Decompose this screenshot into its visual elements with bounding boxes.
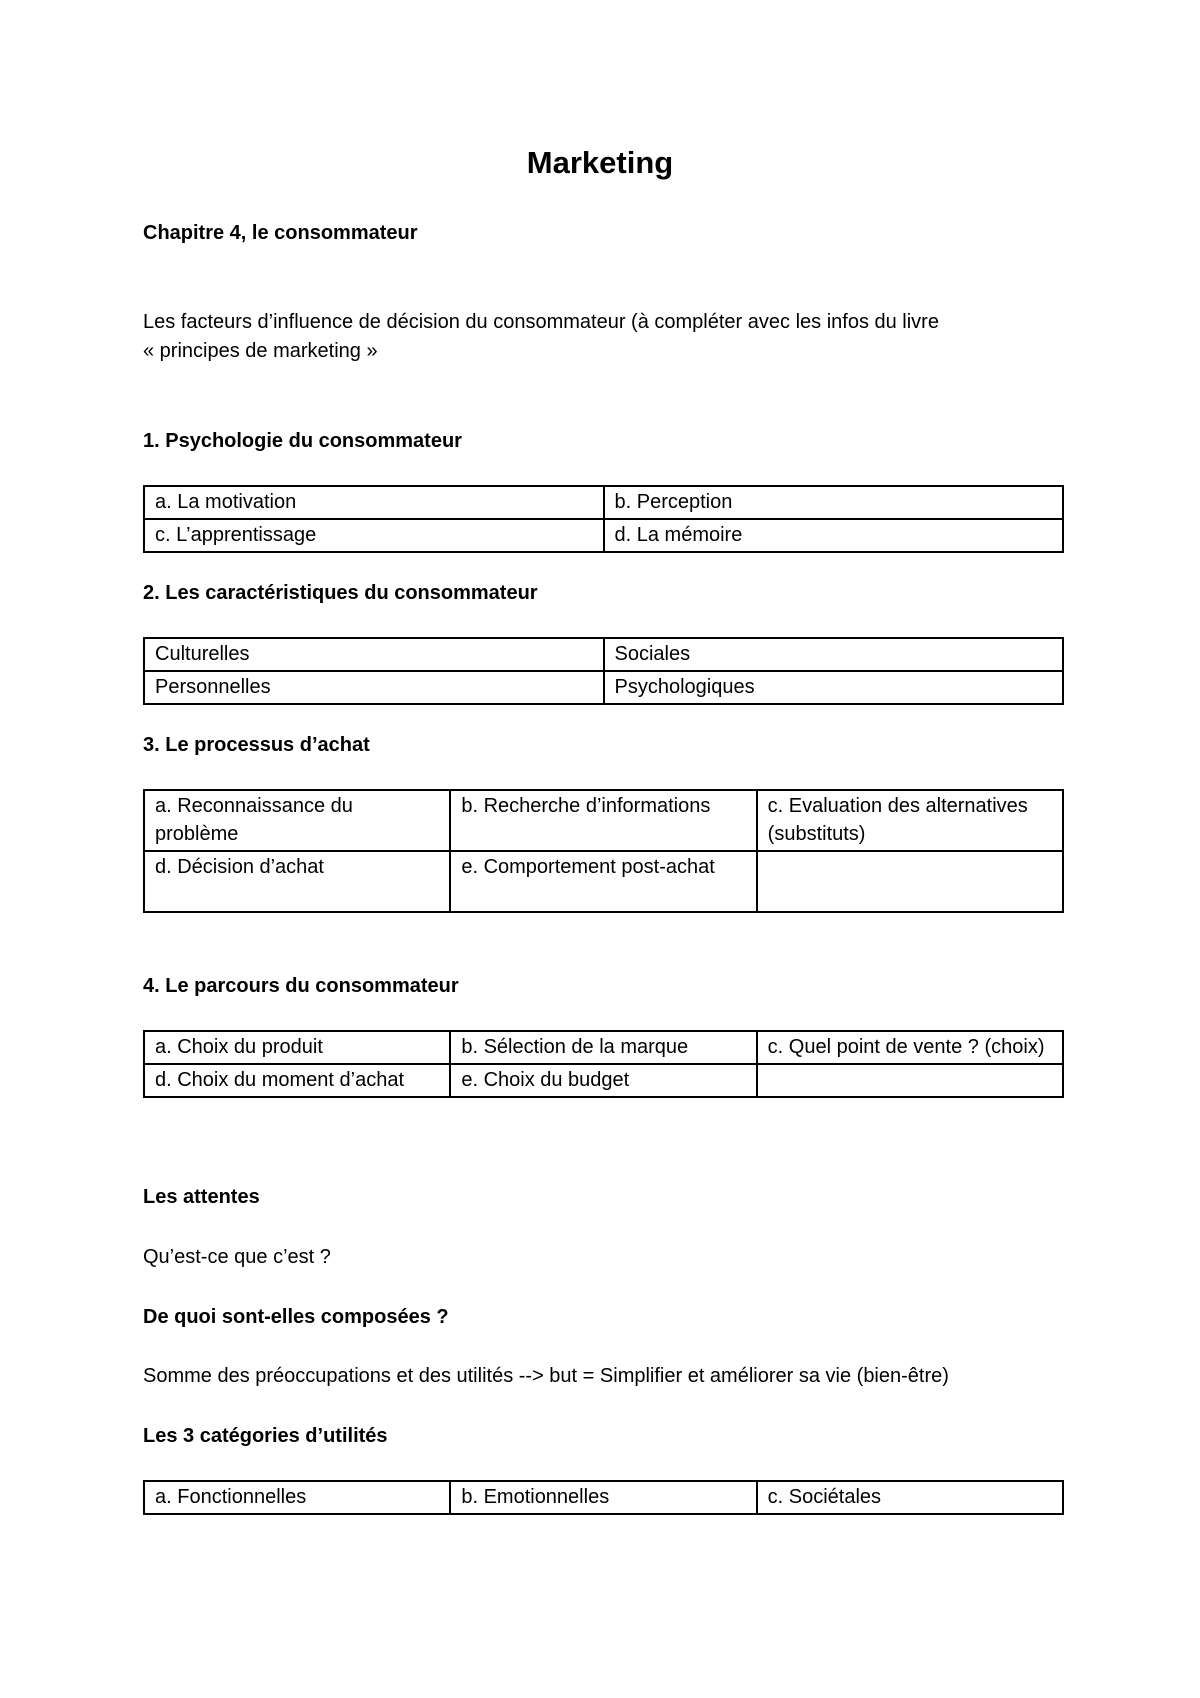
table-cell: b. Emotionnelles (450, 1481, 756, 1514)
table-row (144, 1031, 1063, 1064)
table-cell: e. Choix du budget (450, 1064, 756, 1097)
intro-paragraph (143, 308, 1063, 366)
table-cell: d. Choix du moment d’achat (144, 1064, 450, 1097)
table-cell: Sociales (604, 638, 1064, 671)
table-cell: c. Sociétales (757, 1481, 1063, 1514)
parcours-table (143, 1030, 1064, 1098)
table-cell (757, 851, 1063, 912)
table-cell (757, 1064, 1063, 1097)
page-title: Marketing (526, 145, 674, 180)
table-row (144, 638, 1063, 671)
table-cell: a. Reconnaissance du problème (144, 790, 450, 851)
table-row (144, 790, 1063, 851)
table-cell: c. L’apprentissage (144, 519, 604, 552)
table-cell: Personnelles (144, 671, 604, 704)
table-cell: b. Recherche d’informations (450, 790, 756, 851)
chapter-heading: Chapitre 4, le consommateur (143, 222, 418, 244)
table-cell: e. Comportement post-achat (450, 851, 756, 912)
table-cell: d. La mémoire (604, 519, 1064, 552)
table-cell: Culturelles (144, 638, 604, 671)
table-row (144, 851, 1063, 912)
psychologie-table (143, 485, 1064, 553)
attentes-heading: Les attentes (143, 1186, 260, 1208)
table-row (144, 671, 1063, 704)
table-cell: a. La motivation (144, 486, 604, 519)
caracteristiques-table (143, 637, 1064, 705)
table-cell: b. Sélection de la marque (450, 1031, 756, 1064)
section1-heading: 1. Psychologie du consommateur (143, 430, 462, 452)
attentes-question-2: De quoi sont-elles composées ? (143, 1306, 449, 1328)
table-row (144, 1064, 1063, 1097)
table-row (144, 519, 1063, 552)
table-cell: b. Perception (604, 486, 1064, 519)
attentes-answer: Somme des préoccupations et des utilités --> but = Simplifier et améliorer sa vie (bien-être) (143, 1365, 949, 1387)
utilites-table (143, 1480, 1064, 1515)
processus-table (143, 789, 1064, 913)
table-cell: c. Evaluation des alternatives (substituts) (757, 790, 1063, 851)
utilites-heading: Les 3 catégories d’utilités (143, 1425, 388, 1447)
table-cell: Psychologiques (604, 671, 1064, 704)
table-cell: a. Fonctionnelles (144, 1481, 450, 1514)
section3-heading: 3. Le processus d’achat (143, 734, 370, 756)
table-cell: a. Choix du produit (144, 1031, 450, 1064)
section4-heading: 4. Le parcours du consommateur (143, 975, 459, 997)
intro-line-1: Les facteurs d’influence de décision du consommateur (à compléter avec les infos du livre (143, 311, 939, 333)
table-row (144, 1481, 1063, 1514)
intro-line-2: « principes de marketing » (143, 340, 378, 362)
table-cell: d. Décision d’achat (144, 851, 450, 912)
attentes-question-1: Qu’est-ce que c’est ? (143, 1246, 331, 1268)
section2-heading: 2. Les caractéristiques du consommateur (143, 582, 538, 604)
table-cell: c. Quel point de vente ? (choix) (757, 1031, 1063, 1064)
table-row (144, 486, 1063, 519)
